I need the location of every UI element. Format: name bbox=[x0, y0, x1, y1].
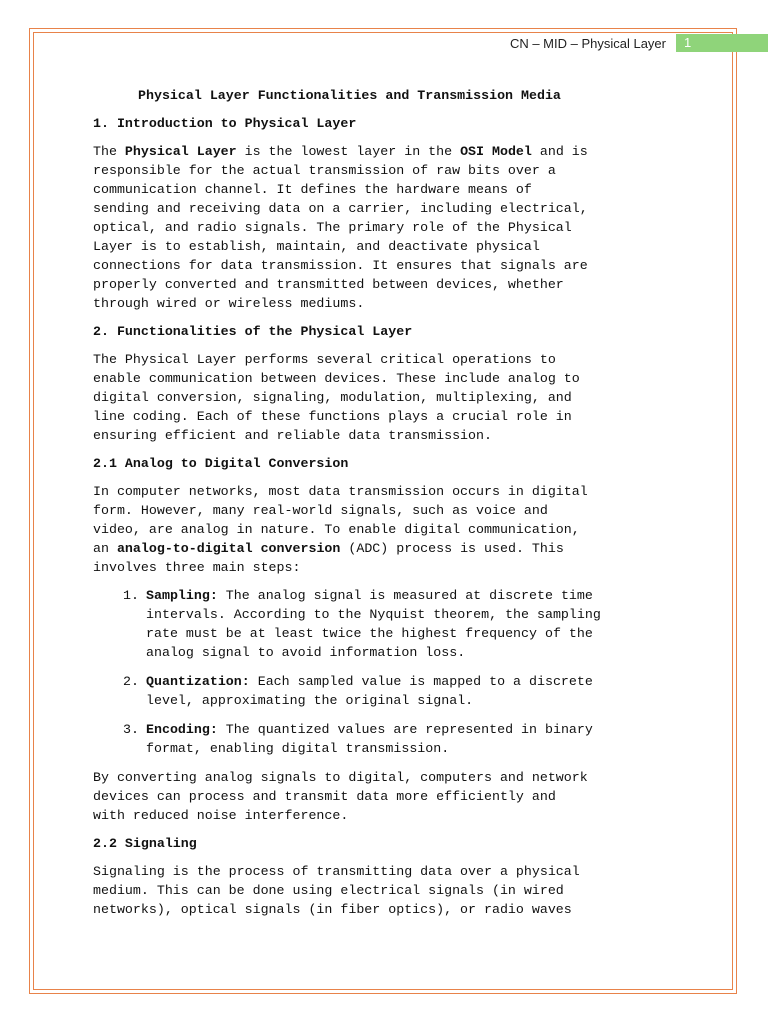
paragraph-signaling: Signaling is the process of transmitting data over a physical medium. This can be done using electrical signals (in wired networks), optical signals (in fiber optics), or radio waves bbox=[93, 864, 580, 917]
paragraph-functionalities: The Physical Layer performs several critical operations to enable communication between devices. These include analog to digital conversion, signaling, modulation, multiplexing, and line coding. Each of these functions plays a crucial role in ensuring efficient and reliable data transmission. bbox=[93, 352, 580, 443]
adc-steps-list bbox=[93, 586, 683, 758]
list-item: 2. Quantization: Each sampled value is mapped to a discrete level, approximating the original signal. bbox=[123, 674, 593, 708]
paragraph-adc-intro: In computer networks, most data transmission occurs in digital form. However, many real-world signals, such as voice and video, are analog in nature. To enable digital communication, an analog-to-digital conversion (ADC) process is used. This involves three main steps: bbox=[93, 484, 588, 575]
section-heading-2-1: 2.1 Analog to Digital Conversion bbox=[93, 456, 349, 471]
paragraph-intro: The Physical Layer is the lowest layer in the OSI Model and is responsible for the actual transmission of raw bits over a communication channel. It defines the hardware means of sending and receiving data on a carrier, including electrical, optical, and radio signals. The primary role of the Physical Layer is to establish, maintain, and deactivate physical connections for data transmission. It ensures that signals are properly converted and transmitted between devices, whether through wired or wireless mediums. bbox=[93, 144, 588, 311]
section-heading-2: 2. Functionalities of the Physical Layer bbox=[93, 324, 413, 339]
list-item: 1. Sampling: The analog signal is measured at discrete time intervals. According to the Nyquist theorem, the sampling rate must be at least twice the highest frequency of the analog signal to avoid information loss. bbox=[123, 588, 601, 660]
header-doc-title: CN – MID – Physical Layer bbox=[509, 36, 666, 51]
paragraph-adc-conclusion: By converting analog signals to digital, computers and network devices can process and transmit data more efficiently and with reduced noise interference. bbox=[93, 770, 588, 823]
section-heading-2-2: 2.2 Signaling bbox=[93, 836, 197, 851]
document-body bbox=[93, 86, 683, 928]
header-page-number: 1 bbox=[676, 34, 768, 52]
section-heading-1: 1. Introduction to Physical Layer bbox=[93, 116, 357, 131]
list-item: 3. Encoding: The quantized values are represented in binary format, enabling digital transmission. bbox=[123, 722, 593, 756]
document-title: Physical Layer Functionalities and Transmission Media bbox=[138, 88, 561, 103]
